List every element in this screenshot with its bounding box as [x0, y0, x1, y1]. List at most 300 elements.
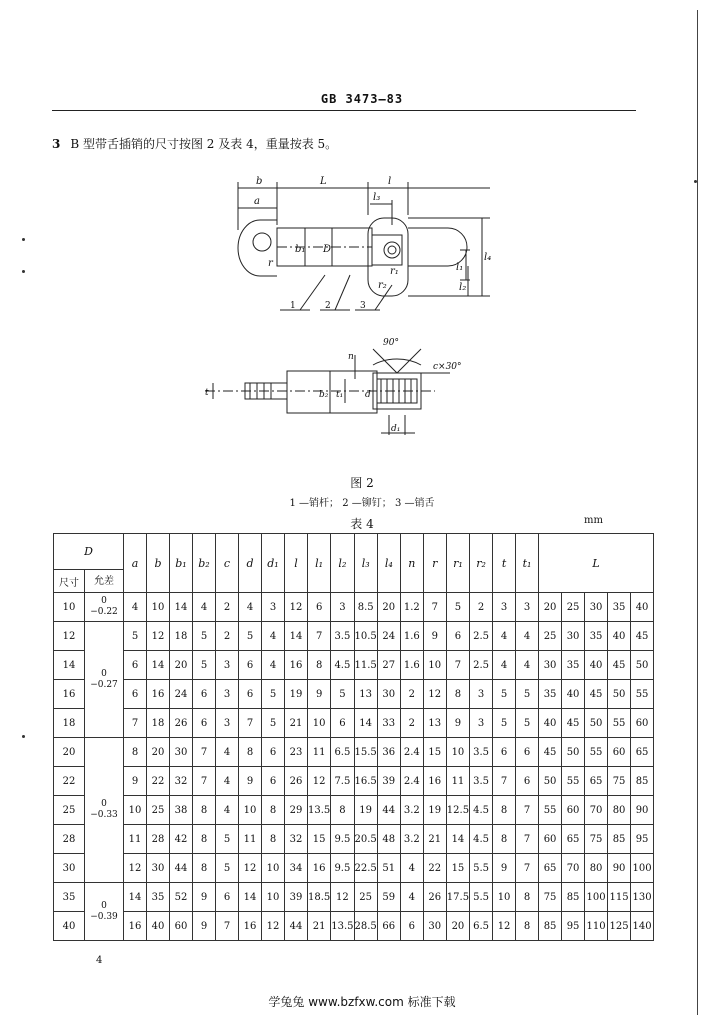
cell-L: 55 — [562, 767, 585, 796]
page-number: 4 — [96, 955, 103, 966]
cell-value: 3 — [331, 593, 354, 622]
figure-top-view — [220, 170, 510, 330]
cell-value: 25 — [354, 883, 377, 912]
cell-value: 25 — [147, 796, 170, 825]
cell-value: 6 — [124, 680, 147, 709]
cell-L: 90 — [631, 796, 654, 825]
cell-L: 80 — [608, 796, 631, 825]
cell-value: 6 — [193, 680, 216, 709]
scan-speck — [22, 735, 25, 738]
cell-L: 95 — [631, 825, 654, 854]
cell-value: 15 — [308, 825, 331, 854]
header-col: l₄ — [377, 534, 400, 593]
cell-L: 70 — [562, 854, 585, 883]
tolerance-upper: 0 — [101, 668, 107, 679]
cell-value: 16.5 — [354, 767, 377, 796]
cell-value: 8 — [446, 680, 469, 709]
cell-L: 85 — [631, 767, 654, 796]
tolerance-upper: 0 — [101, 596, 107, 606]
cell-value: 7 — [124, 709, 147, 738]
cell-L: 60 — [608, 738, 631, 767]
label-chamfer: c×30° — [433, 362, 462, 372]
cell-value: 2 — [216, 622, 239, 651]
cell-value: 14 — [147, 651, 170, 680]
cell-value: 13.5 — [308, 796, 331, 825]
cell-value: 8 — [516, 883, 539, 912]
tolerance-lower: −0.39 — [90, 911, 118, 922]
cell-value: 16 — [308, 854, 331, 883]
table-row — [54, 738, 654, 767]
cell-value: 4.5 — [470, 796, 493, 825]
cell-value: 42 — [170, 825, 193, 854]
cell-value: 4 — [493, 651, 516, 680]
cell-L: 60 — [631, 709, 654, 738]
cell-value: 10 — [239, 796, 262, 825]
cell-value: 4 — [216, 796, 239, 825]
cell-L: 60 — [562, 796, 585, 825]
cell-value: 8 — [331, 796, 354, 825]
cell-L: 70 — [585, 796, 608, 825]
cell-value: 2 — [470, 593, 493, 622]
cell-value: 3.5 — [331, 622, 354, 651]
cell-value: 39 — [377, 767, 400, 796]
table-unit: mm — [584, 515, 603, 526]
cell-L: 95 — [562, 912, 585, 941]
label-l3: l₃ — [373, 192, 381, 203]
cell-L: 90 — [608, 854, 631, 883]
cell-value: 38 — [170, 796, 193, 825]
label-d1: d₁ — [391, 424, 401, 434]
header-tolerance: 允差 — [85, 570, 124, 593]
cell-L: 45 — [608, 651, 631, 680]
label-L: L — [320, 176, 327, 187]
cell-value: 7 — [516, 854, 539, 883]
cell-value: 21 — [308, 912, 331, 941]
cell-value: 10 — [308, 709, 331, 738]
cell-L: 75 — [585, 825, 608, 854]
cell-value: 9 — [124, 767, 147, 796]
cell-value: 7 — [193, 767, 216, 796]
cell-L: 50 — [585, 709, 608, 738]
cell-value: 16 — [423, 767, 446, 796]
cell-value: 4 — [400, 883, 423, 912]
cell-value: 6 — [446, 622, 469, 651]
label-part-2: 2 — [325, 301, 331, 311]
tolerance-lower: −0.27 — [90, 679, 118, 690]
cell-value: 12 — [124, 854, 147, 883]
cell-size: 16 — [54, 680, 85, 709]
header-col: r₂ — [470, 534, 493, 593]
cell-value: 10 — [493, 883, 516, 912]
cell-value: 18 — [147, 709, 170, 738]
cell-value: 5 — [446, 593, 469, 622]
cell-value: 4 — [262, 651, 285, 680]
cell-value: 13.5 — [331, 912, 354, 941]
cell-size: 28 — [54, 825, 85, 854]
cell-L: 65 — [562, 825, 585, 854]
cell-value: 6 — [400, 912, 423, 941]
cell-value: 7.5 — [331, 767, 354, 796]
cell-value: 6 — [239, 680, 262, 709]
cell-size: 22 — [54, 767, 85, 796]
cell-value: 8 — [308, 651, 331, 680]
cell-value: 7 — [216, 912, 239, 941]
cell-value: 8 — [493, 796, 516, 825]
cell-value: 48 — [377, 825, 400, 854]
table-row — [54, 709, 654, 738]
cell-value: 11 — [239, 825, 262, 854]
cell-value: 22 — [147, 767, 170, 796]
label-l1: l₁ — [456, 262, 464, 273]
cell-L: 40 — [562, 680, 585, 709]
cell-value: 32 — [170, 767, 193, 796]
cell-value: 19 — [423, 796, 446, 825]
cell-value: 4 — [400, 854, 423, 883]
cell-value: 10.5 — [354, 622, 377, 651]
cell-L: 80 — [585, 854, 608, 883]
cell-value: 1.6 — [400, 622, 423, 651]
cell-L: 110 — [585, 912, 608, 941]
cell-value: 7 — [493, 767, 516, 796]
cell-L: 75 — [608, 767, 631, 796]
cell-value: 6 — [193, 709, 216, 738]
cell-value: 8 — [493, 825, 516, 854]
cell-size: 30 — [54, 854, 85, 883]
cell-size: 35 — [54, 883, 85, 912]
cell-L: 65 — [585, 767, 608, 796]
cell-value: 5 — [262, 680, 285, 709]
label-b1: b₁ — [295, 244, 306, 255]
header-col: a — [124, 534, 147, 593]
cell-L: 30 — [539, 651, 562, 680]
cell-value: 21 — [285, 709, 308, 738]
tolerance-lower: −0.22 — [90, 607, 118, 617]
cell-value: 19 — [285, 680, 308, 709]
cell-value: 5 — [493, 680, 516, 709]
cell-L: 85 — [539, 912, 562, 941]
cell-value: 9 — [446, 709, 469, 738]
cell-value: 22.5 — [354, 854, 377, 883]
cell-size: 18 — [54, 709, 85, 738]
cell-L: 35 — [585, 622, 608, 651]
cell-value: 22 — [423, 854, 446, 883]
header-size: 尺寸 — [54, 570, 85, 593]
cell-value: 6 — [239, 651, 262, 680]
cell-value: 40 — [147, 912, 170, 941]
cell-tolerance — [85, 593, 124, 622]
header-col: r₁ — [446, 534, 469, 593]
header-D: D — [54, 534, 124, 570]
cell-value: 4.5 — [470, 825, 493, 854]
cell-L: 60 — [539, 825, 562, 854]
header-col: l₁ — [308, 534, 331, 593]
cell-value: 4 — [493, 622, 516, 651]
table-row — [54, 622, 654, 651]
cell-value: 7 — [239, 709, 262, 738]
cell-value: 8 — [516, 912, 539, 941]
header-col: l₃ — [354, 534, 377, 593]
cell-value: 7 — [308, 622, 331, 651]
cell-value: 9 — [193, 883, 216, 912]
cell-value: 66 — [377, 912, 400, 941]
cell-value: 3.2 — [400, 825, 423, 854]
cell-value: 13 — [354, 680, 377, 709]
cell-value: 16 — [124, 912, 147, 941]
cell-value: 5 — [516, 709, 539, 738]
cell-size: 10 — [54, 593, 85, 622]
cell-tolerance — [85, 622, 124, 738]
cell-value: 5 — [193, 622, 216, 651]
cell-value: 20 — [446, 912, 469, 941]
cell-L: 45 — [631, 622, 654, 651]
cell-L: 40 — [585, 651, 608, 680]
label-part-3: 3 — [360, 301, 366, 311]
table-row — [54, 883, 654, 912]
label-r2: r₂ — [378, 280, 387, 291]
cell-value: 4 — [239, 593, 262, 622]
cell-value: 34 — [285, 854, 308, 883]
cell-value: 14 — [354, 709, 377, 738]
cell-value: 14 — [285, 622, 308, 651]
cell-L: 30 — [585, 593, 608, 622]
cell-value: 5 — [193, 651, 216, 680]
cell-value: 4 — [516, 622, 539, 651]
cell-value: 10 — [446, 738, 469, 767]
figure-caption: 图 2 — [350, 476, 374, 490]
cell-value: 16 — [239, 912, 262, 941]
cell-value: 6 — [331, 709, 354, 738]
cell-value: 6 — [262, 767, 285, 796]
label-D: D — [323, 244, 332, 255]
cell-size: 20 — [54, 738, 85, 767]
header-col: d — [239, 534, 262, 593]
cell-value: 19 — [354, 796, 377, 825]
dimension-table — [53, 533, 654, 941]
cell-value: 5.5 — [470, 883, 493, 912]
scan-speck — [22, 270, 25, 273]
cell-L: 50 — [562, 738, 585, 767]
cell-L: 45 — [585, 680, 608, 709]
label-n: n — [348, 352, 354, 362]
table-row — [54, 796, 654, 825]
cell-value: 5 — [493, 709, 516, 738]
cell-value: 30 — [170, 738, 193, 767]
cell-tolerance — [85, 738, 124, 883]
cell-L: 115 — [608, 883, 631, 912]
cell-tolerance — [85, 883, 124, 941]
cell-value: 12 — [239, 854, 262, 883]
cell-value: 3.5 — [470, 738, 493, 767]
tolerance-upper: 0 — [101, 900, 107, 911]
cell-value: 4 — [124, 593, 147, 622]
cell-value: 5 — [516, 680, 539, 709]
cell-value: 16 — [285, 651, 308, 680]
cell-L: 140 — [631, 912, 654, 941]
cell-value: 9 — [239, 767, 262, 796]
cell-L: 55 — [585, 738, 608, 767]
cell-value: 44 — [285, 912, 308, 941]
cell-value: 35 — [147, 883, 170, 912]
cell-value: 10 — [262, 854, 285, 883]
label-b: b — [256, 176, 263, 187]
cell-value: 6.5 — [331, 738, 354, 767]
cell-value: 1.2 — [400, 593, 423, 622]
cell-value: 3 — [516, 593, 539, 622]
header-col: t₁ — [516, 534, 539, 593]
table-title: 表 4 — [350, 517, 374, 531]
cell-value: 44 — [170, 854, 193, 883]
label-b2: b₂ — [319, 390, 329, 400]
cell-value: 6 — [216, 883, 239, 912]
cell-value: 3.2 — [400, 796, 423, 825]
cell-value: 7 — [516, 825, 539, 854]
cell-value: 10 — [124, 796, 147, 825]
cell-value: 28.5 — [354, 912, 377, 941]
cell-value: 11 — [308, 738, 331, 767]
cell-value: 6 — [308, 593, 331, 622]
cell-value: 24 — [170, 680, 193, 709]
label-l4: l₄ — [484, 252, 492, 263]
standard-header: GB 3473—83 — [320, 92, 404, 106]
table-row — [54, 854, 654, 883]
cell-L: 45 — [562, 709, 585, 738]
cell-value: 14 — [124, 883, 147, 912]
cell-value: 8 — [193, 825, 216, 854]
header-col: b — [147, 534, 170, 593]
cell-value: 8 — [239, 738, 262, 767]
cell-value: 12 — [308, 767, 331, 796]
cell-value: 12 — [147, 622, 170, 651]
cell-value: 5 — [331, 680, 354, 709]
cell-value: 5 — [124, 622, 147, 651]
cell-value: 6 — [516, 767, 539, 796]
cell-value: 3 — [470, 680, 493, 709]
label-t1: t₁ — [336, 390, 344, 400]
header-col: d₁ — [262, 534, 285, 593]
cell-value: 12 — [423, 680, 446, 709]
cell-L: 125 — [608, 912, 631, 941]
cell-L: 55 — [539, 796, 562, 825]
cell-value: 6 — [493, 738, 516, 767]
cell-value: 24 — [377, 622, 400, 651]
cell-value: 14 — [239, 883, 262, 912]
cell-value: 8 — [193, 854, 216, 883]
label-t: t — [205, 388, 209, 398]
cell-value: 2 — [400, 709, 423, 738]
cell-value: 32 — [285, 825, 308, 854]
cell-value: 17.5 — [446, 883, 469, 912]
cell-value: 3 — [262, 593, 285, 622]
cell-L: 50 — [631, 651, 654, 680]
cell-value: 10 — [147, 593, 170, 622]
cell-value: 9.5 — [331, 854, 354, 883]
cell-value: 9 — [308, 680, 331, 709]
cell-value: 6 — [516, 738, 539, 767]
cell-value: 9 — [193, 912, 216, 941]
cell-value: 30 — [147, 854, 170, 883]
label-r: r — [268, 258, 273, 269]
cell-value: 5.5 — [470, 854, 493, 883]
cell-value: 9 — [493, 854, 516, 883]
cell-value: 5 — [239, 622, 262, 651]
cell-size: 14 — [54, 651, 85, 680]
cell-value: 12.5 — [446, 796, 469, 825]
label-l2: l₂ — [459, 282, 467, 293]
tolerance-upper: 0 — [101, 799, 107, 809]
cell-size: 40 — [54, 912, 85, 941]
cell-value: 12 — [331, 883, 354, 912]
cell-value: 2 — [216, 593, 239, 622]
figure-side-view — [205, 335, 485, 445]
cell-value: 10 — [423, 651, 446, 680]
cell-L: 55 — [631, 680, 654, 709]
cell-value: 39 — [285, 883, 308, 912]
cell-value: 18 — [170, 622, 193, 651]
header-col: b₂ — [193, 534, 216, 593]
cell-L: 45 — [539, 738, 562, 767]
cell-value: 20 — [377, 593, 400, 622]
cell-value: 3 — [493, 593, 516, 622]
cell-value: 28 — [147, 825, 170, 854]
cell-value: 11 — [446, 767, 469, 796]
cell-value: 2.4 — [400, 738, 423, 767]
section-number: 3 — [52, 137, 61, 151]
cell-value: 11.5 — [354, 651, 377, 680]
cell-value: 2.4 — [400, 767, 423, 796]
cell-value: 33 — [377, 709, 400, 738]
cell-value: 2 — [400, 680, 423, 709]
cell-value: 29 — [285, 796, 308, 825]
cell-value: 27 — [377, 651, 400, 680]
cell-L: 55 — [608, 709, 631, 738]
cell-value: 30 — [377, 680, 400, 709]
header-col: l₂ — [331, 534, 354, 593]
cell-L: 20 — [539, 593, 562, 622]
cell-value: 59 — [377, 883, 400, 912]
cell-value: 30 — [423, 912, 446, 941]
cell-L: 65 — [539, 854, 562, 883]
header-col: r — [423, 534, 446, 593]
table-row — [54, 593, 654, 622]
cell-size: 25 — [54, 796, 85, 825]
cell-value: 12 — [262, 912, 285, 941]
cell-value: 3.5 — [470, 767, 493, 796]
header-col: t — [493, 534, 516, 593]
cell-value: 3 — [216, 651, 239, 680]
figure-legend: 1 —销杆； 2 —铆钉； 3 —销舌 — [289, 498, 435, 509]
cell-value: 8 — [193, 796, 216, 825]
cell-value: 60 — [170, 912, 193, 941]
cell-value: 3 — [216, 680, 239, 709]
cell-value: 9.5 — [331, 825, 354, 854]
cell-value: 14 — [170, 593, 193, 622]
cell-L: 25 — [539, 622, 562, 651]
cell-L: 50 — [608, 680, 631, 709]
cell-L: 25 — [562, 593, 585, 622]
cell-value: 6.5 — [470, 912, 493, 941]
cell-value: 2.5 — [470, 622, 493, 651]
header-rule — [52, 110, 636, 111]
cell-L: 100 — [631, 854, 654, 883]
table-row — [54, 912, 654, 941]
cell-value: 12 — [493, 912, 516, 941]
cell-value: 4 — [262, 622, 285, 651]
cell-value: 36 — [377, 738, 400, 767]
cell-value: 7 — [193, 738, 216, 767]
label-d: d — [365, 390, 371, 400]
cell-L: 35 — [562, 651, 585, 680]
cell-value: 7 — [516, 796, 539, 825]
